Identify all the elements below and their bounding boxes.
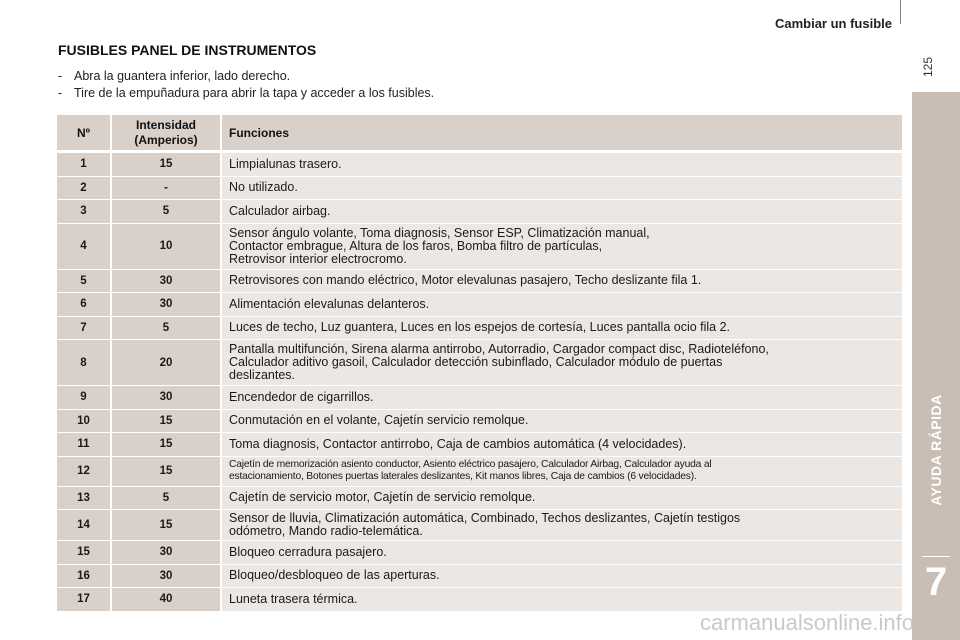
fuse-amperage: 30	[112, 293, 222, 317]
fuse-number: 12	[57, 457, 112, 487]
fuse-functions: Bloqueo cerradura pasajero.	[222, 541, 902, 565]
fuse-amperage: 15	[112, 153, 222, 177]
fuse-amperage: 15	[112, 433, 222, 457]
fuse-functions: Calculador airbag.	[222, 200, 902, 224]
fuse-number: 6	[57, 293, 112, 317]
fuse-amperage: 30	[112, 541, 222, 565]
fuse-functions: Sensor de lluvia, Climatización automática, Combinado, Techos deslizantes, Cajetín testigos odómetro, Mando radio-telemática.	[222, 510, 902, 541]
table-row	[57, 386, 902, 410]
fuse-number: 8	[57, 340, 112, 386]
fuse-number: 1	[57, 153, 112, 177]
fuse-amperage: -	[112, 177, 222, 201]
header-functions: Funciones	[222, 115, 902, 153]
fuse-functions: Luneta trasera térmica.	[222, 588, 902, 612]
fuse-amperage: 30	[112, 565, 222, 589]
fuse-functions: Limpialunas trasero.	[222, 153, 902, 177]
table-row	[57, 410, 902, 434]
fuse-amperage: 30	[112, 270, 222, 294]
fuse-number: 10	[57, 410, 112, 434]
table-row	[57, 433, 902, 457]
table-row	[57, 588, 902, 612]
fuse-functions: Alimentación elevalunas delanteros.	[222, 293, 902, 317]
fuse-functions: Bloqueo/desbloqueo de las aperturas.	[222, 565, 902, 589]
fuse-number: 14	[57, 510, 112, 541]
fuse-amperage: 20	[112, 340, 222, 386]
fuse-amperage: 10	[112, 224, 222, 270]
table-row	[57, 177, 902, 201]
table-row	[57, 317, 902, 341]
fuse-functions: No utilizado.	[222, 177, 902, 201]
fuse-amperage: 15	[112, 457, 222, 487]
watermark: carmanualsonline.info	[700, 610, 915, 635]
instruction-item: - Abra la guantera inferior, lado derecho.	[58, 68, 434, 85]
fuse-amperage: 5	[112, 200, 222, 224]
page-number: 125	[921, 56, 935, 78]
chapter-side-label	[912, 340, 960, 560]
header-number: Nº	[57, 115, 112, 153]
fuse-functions: Conmutación en el volante, Cajetín servicio remolque.	[222, 410, 902, 434]
fuse-number: 17	[57, 588, 112, 612]
fuse-number: 5	[57, 270, 112, 294]
fuse-functions: Retrovisores con mando eléctrico, Motor elevalunas pasajero, Techo deslizante fila 1.	[222, 270, 902, 294]
fuse-number: 13	[57, 487, 112, 511]
header-rule	[900, 0, 901, 24]
table-row	[57, 224, 902, 270]
instruction-list	[58, 68, 434, 102]
instruction-item: - Tire de la empuñadura para abrir la tapa y acceder a los fusibles.	[58, 85, 434, 102]
chapter-number: 7	[924, 560, 948, 604]
fuse-number: 15	[57, 541, 112, 565]
fuse-functions: Encendedor de cigarrillos.	[222, 386, 902, 410]
chapter-divider	[922, 556, 950, 557]
fuse-functions: Sensor ángulo volante, Toma diagnosis, Sensor ESP, Climatización manual, Contactor embrague, Altura de los faros, Bomba filtro de partículas, Retrovisor interior electrocromo.	[222, 224, 902, 270]
table-row	[57, 270, 902, 294]
fuse-number: 3	[57, 200, 112, 224]
fuse-number: 16	[57, 565, 112, 589]
running-header: Cambiar un fusible	[774, 16, 892, 31]
fuse-amperage: 30	[112, 386, 222, 410]
table-row	[57, 293, 902, 317]
fuse-number: 2	[57, 177, 112, 201]
chapter-label-text: AYUDA RÁPIDA	[928, 394, 945, 506]
fuse-table	[57, 115, 902, 612]
fuse-number: 4	[57, 224, 112, 270]
header-amperage: Intensidad (Amperios)	[112, 115, 222, 153]
fuse-number: 9	[57, 386, 112, 410]
table-row	[57, 565, 902, 589]
section-title: FUSIBLES PANEL DE INSTRUMENTOS	[58, 42, 317, 58]
fuse-functions: Cajetín de servicio motor, Cajetín de servicio remolque.	[222, 487, 902, 511]
fuse-amperage: 15	[112, 510, 222, 541]
table-row	[57, 541, 902, 565]
fuse-amperage: 5	[112, 487, 222, 511]
table-header-row	[57, 115, 902, 153]
table-row	[57, 510, 902, 541]
table-row	[57, 340, 902, 386]
fuse-functions: Luces de techo, Luz guantera, Luces en los espejos de cortesía, Luces pantalla ocio fila 2.	[222, 317, 902, 341]
table-row	[57, 153, 902, 177]
fuse-number: 7	[57, 317, 112, 341]
fuse-amperage: 5	[112, 317, 222, 341]
fuse-number: 11	[57, 433, 112, 457]
fuse-amperage: 15	[112, 410, 222, 434]
table-row	[57, 457, 902, 487]
fuse-amperage: 40	[112, 588, 222, 612]
table-row	[57, 487, 902, 511]
table-row	[57, 200, 902, 224]
fuse-functions: Pantalla multifunción, Sirena alarma antirrobo, Autorradio, Cargador compact disc, Radioteléfono, Calculador aditivo gasoil, Calculador detección subinflado, Calculador módulo de puertas deslizantes.	[222, 340, 902, 386]
fuse-functions: Toma diagnosis, Contactor antirrobo, Caja de cambios automática (4 velocidades).	[222, 433, 902, 457]
fuse-functions: Cajetín de memorización asiento conductor, Asiento eléctrico pasajero, Calculador Airbag, Calculador ayuda al estacionamiento, Botones puertas laterales deslizantes, Kit manos libres, Caja de cambios (6 velocidades).	[222, 457, 902, 487]
